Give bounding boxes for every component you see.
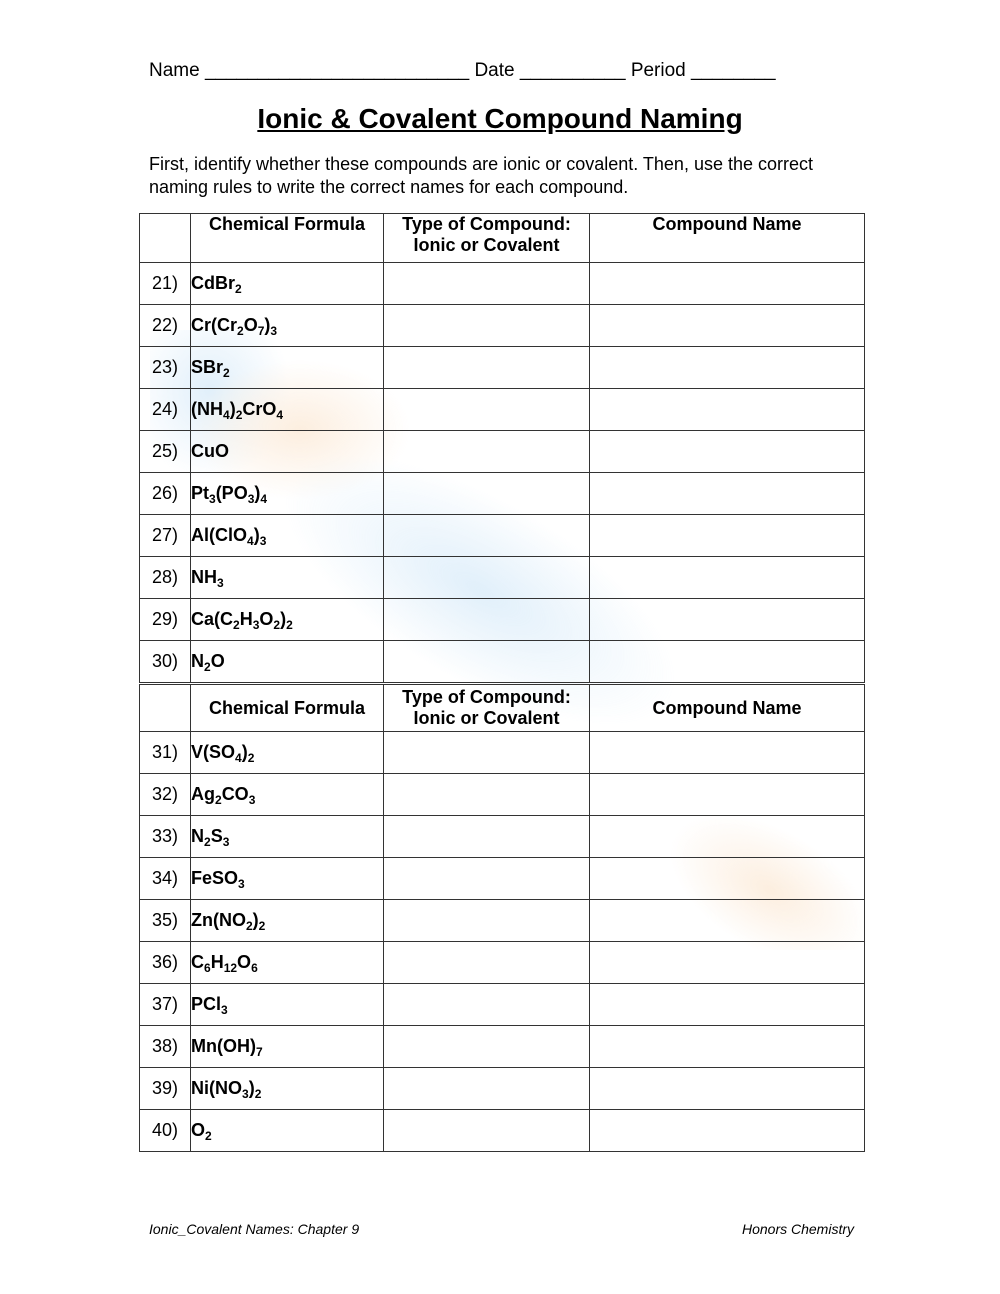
chemical-formula: FeSO$_3$ — [191, 858, 384, 900]
table-row — [140, 389, 865, 431]
compound-type-answer-cell[interactable] — [384, 942, 590, 984]
footer-course: Honors Chemistry — [741, 1221, 854, 1237]
chemical-formula: $NH_3$ — [191, 557, 384, 599]
period-field[interactable]: ________ — [691, 60, 776, 81]
compound-type-answer-cell[interactable] — [384, 515, 590, 557]
chemical-formula: $Ni(NO_3)_2$ — [191, 1068, 384, 1110]
chemical-formula: $Ca(C_2H_3O_2)_2$ — [191, 599, 384, 641]
chemical-formula: PCl$_3$ — [191, 984, 384, 1026]
question-number: 38) — [140, 1026, 191, 1068]
compound-type-answer-cell[interactable] — [384, 557, 590, 599]
table-row — [140, 774, 865, 816]
compound-name-answer-cell[interactable] — [590, 305, 865, 347]
chemical-formula: $Ag_2CO_3$ — [191, 774, 384, 816]
compound-type-answer-cell[interactable] — [384, 431, 590, 473]
compound-type-answer-cell[interactable] — [384, 1110, 590, 1152]
compound-type-answer-cell[interactable] — [384, 347, 590, 389]
table-body-2 — [140, 732, 865, 1152]
header-type-line2: Ionic or Covalent — [413, 235, 560, 255]
chemical-formula: $O_2$ — [191, 1110, 384, 1152]
compound-name-answer-cell[interactable] — [590, 1068, 865, 1110]
table-row — [140, 732, 865, 774]
compound-type-answer-cell[interactable] — [384, 599, 590, 641]
table-row — [140, 858, 865, 900]
compound-type-answer-cell[interactable] — [384, 1068, 590, 1110]
table-row — [140, 599, 865, 641]
table-row — [140, 305, 865, 347]
chemical-formula: $Cr(Cr_2O_7)_3$ — [191, 305, 384, 347]
header-type — [384, 685, 590, 732]
compound-type-answer-cell[interactable] — [384, 263, 590, 305]
header-number — [140, 685, 191, 732]
compound-name-answer-cell[interactable] — [590, 900, 865, 942]
question-number: 24) — [140, 389, 191, 431]
header-name: Compound Name — [590, 214, 865, 263]
chemical-formula: $N_2O$ — [191, 641, 384, 683]
compound-name-answer-cell[interactable] — [590, 263, 865, 305]
question-number: 34) — [140, 858, 191, 900]
chemical-formula: $N_2S_3$ — [191, 816, 384, 858]
table-row — [140, 515, 865, 557]
chemical-formula: SBr$_2$ — [191, 347, 384, 389]
table-row — [140, 263, 865, 305]
table-row — [140, 1110, 865, 1152]
question-number: 31) — [140, 732, 191, 774]
compound-type-answer-cell[interactable] — [384, 1026, 590, 1068]
compound-type-answer-cell[interactable] — [384, 984, 590, 1026]
header-formula: Chemical Formula — [191, 214, 384, 263]
question-number: 33) — [140, 816, 191, 858]
compound-name-answer-cell[interactable] — [590, 599, 865, 641]
compound-name-answer-cell[interactable] — [590, 1026, 865, 1068]
header-type — [384, 214, 590, 263]
compound-type-answer-cell[interactable] — [384, 641, 590, 683]
compound-type-answer-cell[interactable] — [384, 816, 590, 858]
period-label: Period — [630, 60, 686, 81]
question-number: 36) — [140, 942, 191, 984]
question-number: 40) — [140, 1110, 191, 1152]
question-number: 37) — [140, 984, 191, 1026]
compound-name-answer-cell[interactable] — [590, 984, 865, 1026]
worksheet-table-1 — [139, 213, 865, 683]
table-header-row — [140, 685, 865, 732]
name-field[interactable]: _________________________ — [204, 60, 470, 81]
table-row — [140, 816, 865, 858]
date-field[interactable]: __________ — [519, 60, 626, 81]
chemical-formula: $C_6H_{12}O_6$ — [191, 942, 384, 984]
table-row — [140, 557, 865, 599]
question-number: 23) — [140, 347, 191, 389]
table-header-row — [140, 214, 865, 263]
compound-name-answer-cell[interactable] — [590, 942, 865, 984]
compound-name-answer-cell[interactable] — [590, 389, 865, 431]
header-number — [140, 214, 191, 263]
compound-type-answer-cell[interactable] — [384, 473, 590, 515]
compound-name-answer-cell[interactable] — [590, 641, 865, 683]
table-row — [140, 473, 865, 515]
table-row — [140, 1026, 865, 1068]
question-number: 32) — [140, 774, 191, 816]
compound-type-answer-cell[interactable] — [384, 900, 590, 942]
question-number: 26) — [140, 473, 191, 515]
chemical-formula: CdBr$_2$ — [191, 263, 384, 305]
worksheet-table-2 — [139, 684, 865, 1152]
table-row — [140, 347, 865, 389]
compound-name-answer-cell[interactable] — [590, 1110, 865, 1152]
question-number: 25) — [140, 431, 191, 473]
table-row — [140, 900, 865, 942]
date-label: Date — [474, 60, 515, 81]
header-type-line1: Type of Compound: — [402, 214, 571, 234]
table-row — [140, 1068, 865, 1110]
compound-name-answer-cell[interactable] — [590, 515, 865, 557]
compound-name-answer-cell[interactable] — [590, 557, 865, 599]
compound-name-answer-cell[interactable] — [590, 774, 865, 816]
compound-type-answer-cell[interactable] — [384, 774, 590, 816]
chemical-formula: $Pt_3(PO_3)_4$ — [191, 473, 384, 515]
question-number: 28) — [140, 557, 191, 599]
question-number: 39) — [140, 1068, 191, 1110]
footer-chapter: Ionic_Covalent Names: Chapter 9 — [149, 1221, 360, 1237]
compound-type-answer-cell[interactable] — [384, 389, 590, 431]
compound-name-answer-cell[interactable] — [590, 347, 865, 389]
table-row — [140, 431, 865, 473]
chemical-formula: CuO — [191, 431, 384, 473]
compound-name-answer-cell[interactable] — [590, 816, 865, 858]
chemical-formula: $Mn(OH)_7$ — [191, 1026, 384, 1068]
question-number: 22) — [140, 305, 191, 347]
compound-name-answer-cell[interactable] — [590, 473, 865, 515]
header-type-line2: Ionic or Covalent — [413, 708, 560, 728]
chemical-formula: $V(SO_4)_2$ — [191, 732, 384, 774]
question-number: 27) — [140, 515, 191, 557]
chemical-formula: $Al(ClO_4)_3$ — [191, 515, 384, 557]
compound-type-answer-cell[interactable] — [384, 858, 590, 900]
compound-type-answer-cell[interactable] — [384, 305, 590, 347]
student-info-line — [149, 60, 776, 82]
chemical-formula: $(NH_4)_2CrO_4$ — [191, 389, 384, 431]
compound-type-answer-cell[interactable] — [384, 732, 590, 774]
question-number: 30) — [140, 641, 191, 683]
question-number: 29) — [140, 599, 191, 641]
table-row — [140, 641, 865, 683]
question-number: 21) — [140, 263, 191, 305]
chemical-formula: $Zn(NO_2)_2$ — [191, 900, 384, 942]
table-row — [140, 984, 865, 1026]
header-type-line1: Type of Compound: — [402, 687, 571, 707]
name-label: Name — [149, 60, 200, 81]
header-formula: Chemical Formula — [191, 685, 384, 732]
instructions: First, identify whether these compounds are ionic or covalent. Then, use the correct naming rules to write the correct names for each compound. — [149, 154, 814, 197]
header-name: Compound Name — [590, 685, 865, 732]
compound-name-answer-cell[interactable] — [590, 431, 865, 473]
question-number: 35) — [140, 900, 191, 942]
table-row — [140, 942, 865, 984]
compound-name-answer-cell[interactable] — [590, 858, 865, 900]
compound-name-answer-cell[interactable] — [590, 732, 865, 774]
table-body-1 — [140, 263, 865, 683]
page-title: Ionic & Covalent Compound Naming — [257, 103, 743, 134]
